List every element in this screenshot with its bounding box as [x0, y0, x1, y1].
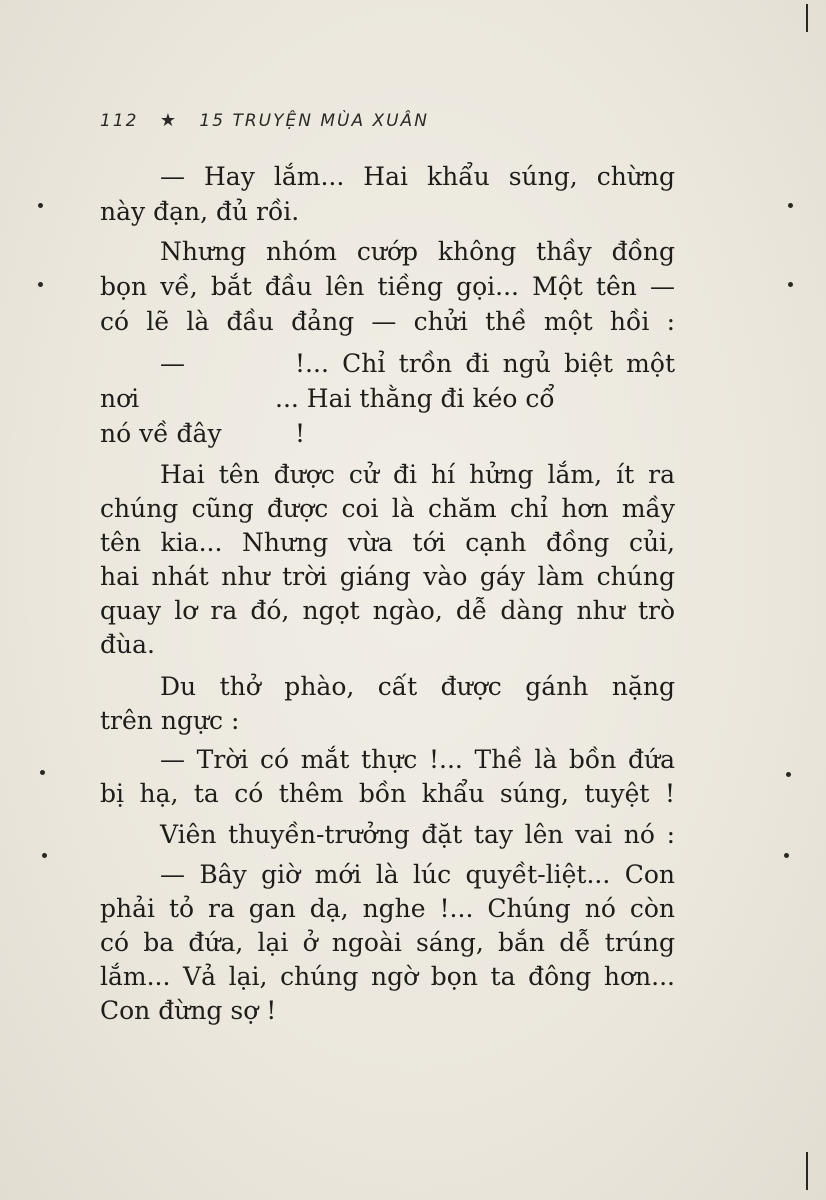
binding-hole-mark	[786, 772, 791, 777]
binding-hole-mark	[788, 203, 793, 208]
page-edge-mark-bottom	[806, 1152, 808, 1190]
text-line: — Hay lắm... Hai khẩu súng, chừng	[160, 162, 675, 191]
running-header	[100, 110, 429, 131]
binding-hole-mark	[38, 282, 43, 287]
text-line: Con đừng sợ !	[100, 996, 277, 1025]
binding-hole-mark	[40, 770, 45, 775]
text-line: nó về đây	[100, 419, 222, 448]
text-line: !... Chỉ trồn đi ngủ biệt một	[295, 349, 675, 378]
text-line: Viên thuyền-trưởng đặt tay lên vai nó :	[160, 820, 675, 849]
text-line: Hai tên được cử đi hí hửng lắm, ít ra	[160, 460, 675, 489]
text-line: Du thở phào, cất được gánh nặng	[160, 672, 675, 701]
text-line: tên kia... Nhưng vừa tới cạnh đồng củi,	[100, 528, 675, 557]
text-line: đùa.	[100, 630, 155, 659]
text-line-dash: —	[160, 349, 185, 378]
text-line: trên ngực :	[100, 706, 240, 735]
text-line: chúng cũng được coi là chăm chỉ hơn mầy	[100, 494, 675, 523]
text-line: có ba đứa, lại ở ngoài sáng, bắn dễ trúng	[100, 928, 675, 957]
text-line: phải tỏ ra gan dạ, nghe !... Chúng nó còn	[100, 894, 675, 923]
binding-hole-mark	[42, 853, 47, 858]
text-line: nơi	[100, 384, 140, 413]
text-line: !	[295, 419, 306, 448]
binding-hole-mark	[784, 853, 789, 858]
star-separator-icon: ★	[159, 110, 178, 131]
binding-hole-mark	[788, 282, 793, 287]
text-line: có lẽ là đầu đảng — chửi thề một hồi :	[100, 307, 675, 336]
text-line: ... Hai thằng đi kéo cổ	[275, 384, 555, 413]
book-title: 15 TRUYỆN MÙA XUÂN	[199, 111, 429, 131]
text-line: bị hạ, ta có thêm bồn khẩu súng, tuyệt !	[100, 779, 675, 808]
text-line: bọn về, bắt đầu lên tiềng gọi... Một tên —	[100, 272, 675, 301]
text-line: Nhưng nhóm cướp không thầy đồng	[160, 237, 675, 266]
text-line: — Trời có mắt thực !... Thề là bồn đứa	[160, 745, 675, 774]
text-line: — Bây giờ mới là lúc quyềt-liệt... Con	[160, 860, 675, 889]
binding-hole-mark	[38, 203, 43, 208]
text-line: quay lơ ra đó, ngọt ngào, dễ dàng như trò	[100, 596, 675, 625]
text-line: hai nhát như trời giáng vào gáy làm chúng	[100, 562, 675, 591]
page-number: 112	[100, 111, 139, 131]
page-edge-mark-top	[806, 4, 808, 32]
text-line: này đạn, đủ rồi.	[100, 197, 300, 226]
text-line: lắm... Vả lại, chúng ngờ bọn ta đông hơn...	[100, 962, 675, 991]
